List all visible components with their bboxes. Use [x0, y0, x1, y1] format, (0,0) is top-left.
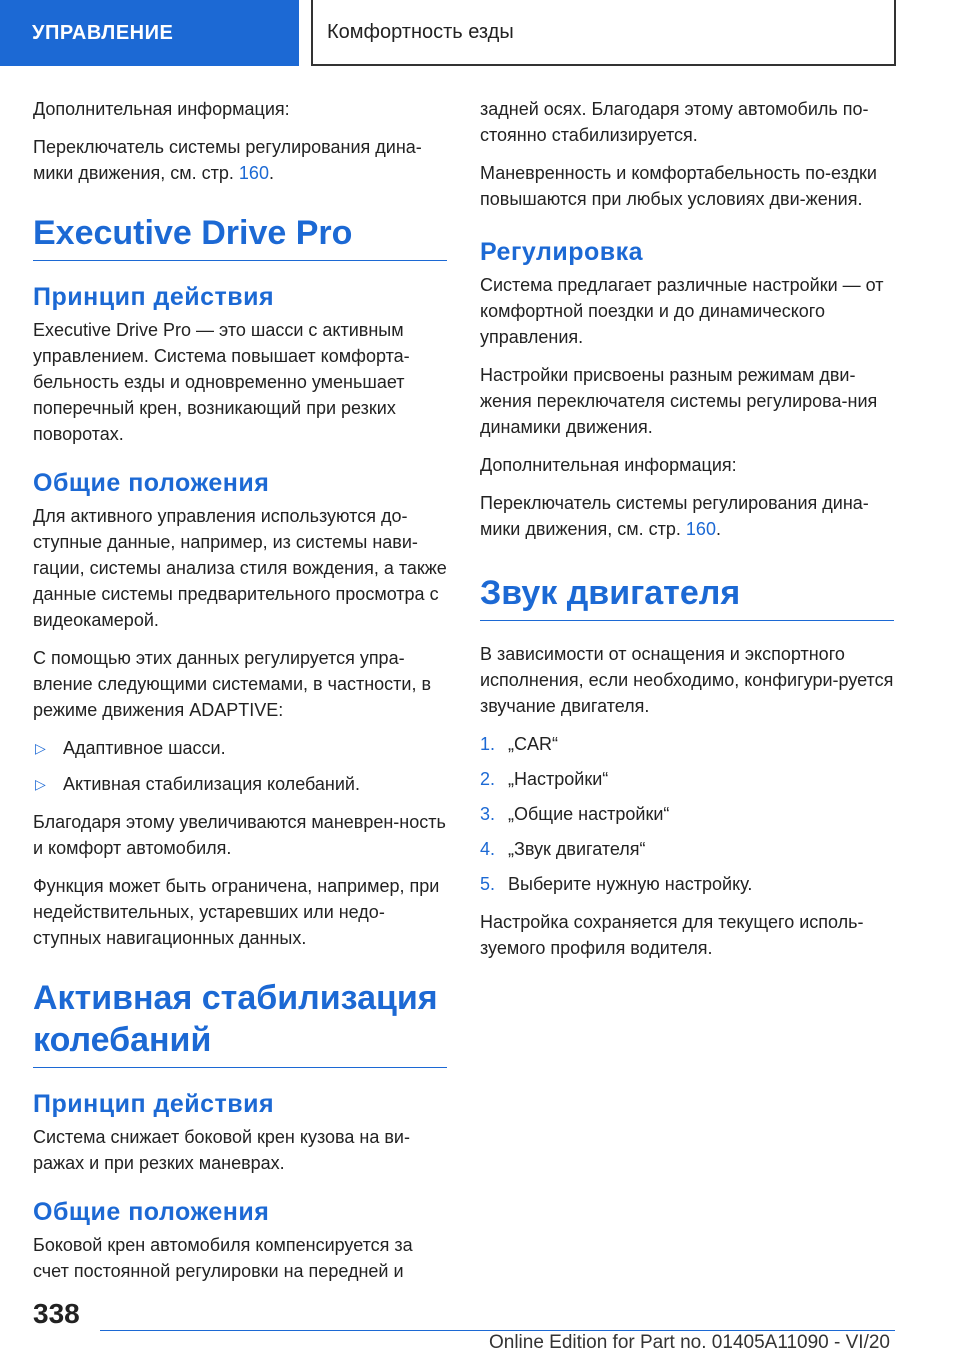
heading-engine-sound: Звук двигателя — [480, 572, 894, 621]
triangle-bullet-icon: ▷ — [35, 776, 46, 792]
step-text: „Настройки“ — [508, 769, 609, 789]
cross-reference-end: . — [715, 519, 721, 539]
step-text: „Звук двигателя“ — [508, 839, 646, 859]
info-label: Дополнительная информация: — [480, 455, 737, 475]
subheading-general: Общие положения — [33, 469, 270, 497]
cross-reference-text: Переключатель системы регулирования дина-мики движения, см. стр. — [480, 493, 869, 539]
page-link[interactable]: 160 — [685, 519, 716, 539]
subheading-principle: Принцип действия — [33, 283, 275, 311]
step-number: 3. — [480, 804, 496, 824]
cross-reference — [480, 490, 894, 542]
edition-info: Online Edition for Part no. 01405A11090 - VI/20 — [488, 1332, 890, 1353]
right-column — [480, 96, 894, 973]
paragraph: С помощью этих данных регулируется упра-вление следующими системами, в частности, в режиме движения ADAPTIVE: — [33, 648, 432, 720]
step-item — [480, 871, 894, 897]
cross-reference-end: . — [268, 163, 274, 183]
info-label: Дополнительная информация: — [33, 99, 290, 119]
paragraph: Система снижает боковой крен кузова на ви-ражах и при резких маневрах. — [33, 1127, 410, 1173]
heading-executive-drive-pro: Executive Drive Pro — [33, 212, 447, 261]
step-item — [480, 731, 894, 757]
paragraph: Система предлагает различные настройки — от комфортной поездки и до динамического управления. — [480, 275, 884, 347]
list-item-text: Активная стабилизация колебаний. — [63, 774, 360, 794]
subheading-general: Общие положения — [33, 1198, 270, 1226]
triangle-bullet-icon: ▷ — [35, 740, 46, 756]
step-text: „Общие настройки“ — [508, 804, 670, 824]
subheading-adjustment: Регулировка — [480, 238, 644, 266]
list-item — [33, 771, 447, 797]
step-number: 2. — [480, 769, 496, 789]
heading-active-stabilization: Активная стабилизация колебаний — [33, 977, 447, 1068]
paragraph: Функция может быть ограничена, например, при недействительных, устаревших или недо-ступных навигационных данных. — [33, 876, 440, 948]
page-number: 338 — [33, 1298, 80, 1329]
paragraph: Executive Drive Pro — это шасси с активным управлением. Система повышает комфорта-бельность езды и одновременно уменьшает поперечный крен, возникающий при резких поворотах. — [33, 320, 410, 444]
paragraph: Маневренность и комфортабельность по-ездки повышаются при любых условиях дви-жения. — [480, 163, 877, 209]
cross-reference-text: Переключатель системы регулирования дина-мики движения, см. стр. — [33, 137, 422, 183]
subheading-principle: Принцип действия — [33, 1090, 275, 1118]
paragraph: Для активного управления используются до-ступные данные, например, из системы нави-гации, системы анализа стиля вождения, а также данные системы предварительного просмотра с видеокамерой. — [33, 506, 447, 630]
step-number: 5. — [480, 874, 496, 894]
paragraph: задней осях. Благодаря этому автомобиль по-стоянно стабилизируется. — [480, 99, 869, 145]
cross-reference — [33, 134, 447, 186]
paragraph: Настройка сохраняется для текущего исполь-зуемого профиля водителя. — [480, 912, 864, 958]
paragraph: В зависимости от оснащения и экспортного исполнения, если необходимо, конфигури-руется звучание двигателя. — [480, 644, 894, 716]
section-tab: УПРАВЛЕНИЕ — [0, 0, 299, 66]
left-column — [33, 96, 447, 1296]
footer-divider — [100, 1330, 895, 1331]
step-item — [480, 836, 894, 862]
list-item — [33, 735, 447, 761]
step-number: 4. — [480, 839, 496, 859]
paragraph: Благодаря этому увеличиваются маневрен-ность и комфорт автомобиля. — [33, 812, 446, 858]
chapter-title: Комфортность езды — [311, 0, 896, 66]
list-item-text: Адаптивное шасси. — [63, 738, 226, 758]
step-number: 1. — [480, 734, 496, 754]
step-text: Выберите нужную настройку. — [508, 874, 753, 894]
step-item — [480, 766, 894, 792]
step-item — [480, 801, 894, 827]
bullet-list — [33, 735, 447, 797]
steps-list — [480, 731, 894, 897]
paragraph: Настройки присвоены разным режимам дви-жения переключателя системы регулирова-ния динамики движения. — [480, 365, 878, 437]
page-link[interactable]: 160 — [238, 163, 269, 183]
step-text: „CAR“ — [508, 734, 558, 754]
paragraph: Боковой крен автомобиля компенсируется за счет постоянной регулировки на передней и — [33, 1235, 413, 1281]
